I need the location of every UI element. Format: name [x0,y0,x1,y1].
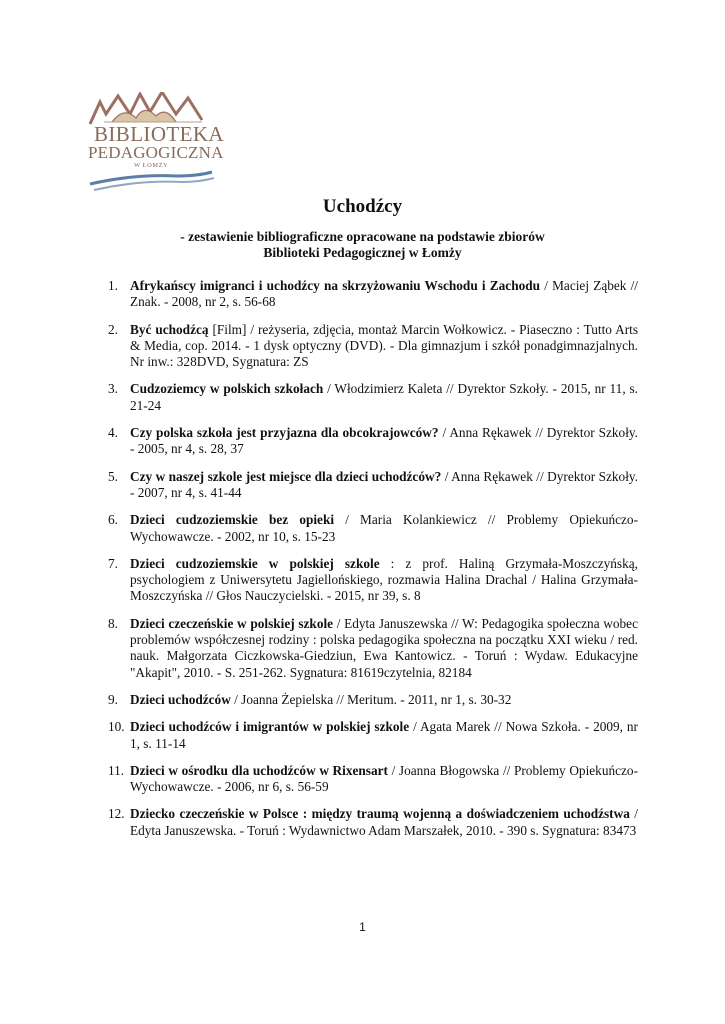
entry-number: 5. [108,468,118,484]
subtitle-line-2: Biblioteki Pedagogicznej w Łomży [263,245,462,260]
bibliography-entry [108,512,638,545]
entry-title: Być uchodźcą [130,321,209,337]
entry-number: 2. [108,321,118,337]
entry-number: 6. [108,512,118,528]
entry-title: Dzieci uchodźców [130,691,231,707]
entry-title: Dzieci czeczeńskie w polskiej szkole [130,615,334,631]
entry-details: / Anna Rękawek // Dyrektor Szkoły. - 2007, nr 4, s. 41-44 [130,468,638,500]
bibliography-entry [108,616,638,681]
bibliography-entry [108,556,638,605]
entry-details: / Agata Marek // Nowa Szkoła. - 2009, nr 1, s. 11-14 [130,719,638,751]
bibliography-entry [108,692,638,708]
entry-title: Czy w naszej szkole jest miejsce dla dzieci uchodźców? [130,468,442,484]
bibliography-entry [108,806,638,839]
document-title: Uchodźcy [322,196,403,217]
entry-details: : z prof. Haliną Grzymała-Moszczyńską, psychologiem z Uniwersytetu Jagiellońskiego, rozmawia Halina Drachal / Halina Grzymała-Moszczyńska // Głos Nauczycielski. - 2015, nr 39, s. 8 [130,555,638,604]
entry-details: / Włodzimierz Kaleta // Dyrektor Szkoły. - 2015, nr 11, s. 21-24 [130,381,638,413]
entry-details: / Edyta Januszewska. - Toruń : Wydawnictwo Adam Marszałek, 2010. - 390 s. Sygnatura: 83473 [130,806,638,838]
entry-details: / Joanna Błogowska // Problemy Opiekuńczo-Wychowawcze. - 2006, nr 6, s. 56-59 [130,762,639,795]
entry-title: Czy polska szkoła jest przyjazna dla obcokrajowców? [130,425,439,441]
library-logo [84,92,224,194]
page-number: 1 [359,920,366,934]
entry-details: / Edyta Januszewska // W: Pedagogika społeczna wobec problemów współczesnej rodziny : polska pedagogika społeczna na początku XXI wieku / red. nauk. Małgorzata Ciczkowska-Giedziun, Ewa Kantowicz. - Toruń : Wydaw. Edukacyjne "Akapit", 2010. - S. 251-262. Sygnatura: 81619czytelnia, 82184 [130,615,638,680]
entry-number: 7. [108,555,118,571]
logo-text-biblioteka: BIBLIOTEKA [94,122,224,146]
entry-number: 10. [108,719,125,735]
entry-number: 11. [108,762,125,778]
entry-title: Dzieci cudzoziemskie bez opieki [130,512,335,528]
bibliography-entry [108,763,638,796]
entry-title: Afrykańscy imigranci i uchodźcy na skrzyżowaniu Wschodu i Zachodu [130,278,541,293]
entry-number: 9. [108,691,118,707]
entry-title: Dzieci cudzoziemskie w polskiej szkole [130,555,380,571]
entry-title: Dzieci w ośrodku dla uchodźców w Rixensart [130,762,388,778]
entry-title: Dziecko czeczeńskie w Polsce : między traumą wojenną a doświadczeniem uchodźstwa [130,806,630,822]
entry-details: / Maciej Ząbek // Znak. - 2008, nr 2, s. 56-68 [130,278,638,310]
entry-number: 3. [108,381,118,397]
bibliography-entry [108,322,638,371]
entry-details: / Joanna Żepielska // Meritum. - 2011, nr 1, s. 30-32 [230,691,512,707]
entry-title: Dzieci uchodźców i imigrantów w polskiej szkole [130,719,410,735]
entry-details: / Anna Rękawek // Dyrektor Szkoły. - 2005, nr 4, s. 28, 37 [130,425,639,457]
bibliography-entry [108,381,638,414]
bibliography-list [108,278,638,850]
entry-number: 8. [108,615,118,631]
entry-details: [Film] / reżyseria, zdjęcia, montaż Marcin Wołkowicz. - Piaseczno : Tutto Arts & Media, cop. 2014. - 1 dysk optyczny (DVD). - Dla gimnazjum i szkół ponadgimnazjalnych. Nr inw.: 328DVD, Sygnatura: ZS [130,321,638,370]
subtitle-line-1: - zestawienie bibliograficzne opracowane na podstawie zbiorów [180,229,545,244]
bibliography-entry [108,278,638,311]
logo-text-lomza: W ŁOMŻY [134,162,169,169]
entry-details: / Maria Kolankiewicz // Problemy Opiekuńczo-Wychowawcze. - 2002, nr 10, s. 15-23 [130,512,638,544]
entry-number: 1. [108,278,118,293]
bibliography-entry [108,425,638,458]
document-subtitle [0,229,725,261]
entry-number: 4. [108,425,118,441]
bibliography-entry [108,719,638,752]
bibliography-entry [108,469,638,502]
entry-title: Cudzoziemcy w polskich szkołach [130,381,324,397]
logo-text-pedagogiczna: PEDAGOGICZNA [88,143,224,162]
entry-number: 12. [108,806,125,822]
